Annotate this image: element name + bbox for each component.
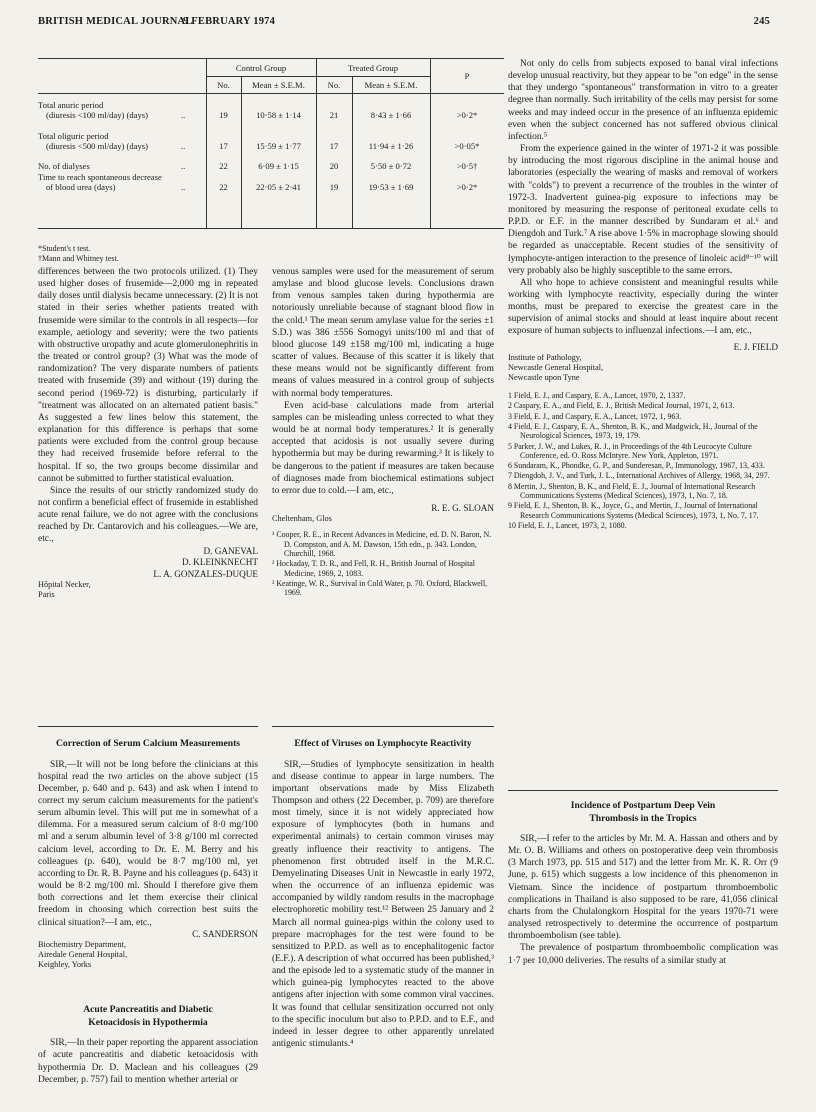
column-3-lower: [508, 800, 778, 967]
letter-title: Correction of Serum Calcium Measurements: [55, 738, 241, 749]
reference-list: [508, 391, 778, 530]
author-address: Newcastle General Hospital,: [508, 363, 604, 373]
cell: 19: [329, 182, 339, 192]
letter-paragraph: SIR,—It will not be long before the clinicians at this hospital read the two articles on the above subject (15 December, p. 640 and p. 643) and ask when I intend to correct my serum calcium measurements for the patient's serum albumin level. This will put me in somewhat of a dilemma. For a measured serum calcium of 8·0 mg/100 ml and a serum albumin level of 3·8 g/100 ml corrected calcium level, according to Dr. E. M. Berry and his colleagues (p. 640), would be 8·7 mg/100 ml, yet according to Dr. R. B. Payne and his colleagues (p. 643) it would be 8·2 mg/100 ml. Should I therefore give them both corrections and let them exercise their clinical freedom in choosing which correction best suits the clinical situation?—I am, etc.,: [38, 759, 258, 928]
letter-title: Ketoacidosis in Hypothermia: [88, 1016, 208, 1028]
letter-title: Acute Pancreatitis and Diabetic: [83, 1004, 213, 1016]
reference: 3 Field, E. J., and Caspary, E. A., Lancet, 1972, 1, 963.: [508, 411, 682, 421]
author-address: Biochemistry Department,: [38, 940, 127, 950]
cell: 17: [329, 141, 339, 151]
letter-paragraph: From the experience gained in the winter of 1971-2 it was possible by introducing the most rigorous discipline in the animal house and laboratories (especially the wearing of masks and removal of workers with "colds") to prevent a recurrence of the troubles in the winter of 1972-3. Inadvertent guinea-pig exposure to infections may be monitored by measuring the response of peritoneal exudate cells to P.P.D. or E.F. in the manner described by Sundaram et al.⁶ and Diengdoh and Turk.⁷ A rise above 1·5% in macrophage slowing should be regarded as unacceptable. Recent studies of the sensitivity of lymphocyte-antigen interaction to the presence of linoleic acid⁸⁻¹⁰ will very probably also be highly susceptible to the same errors.: [508, 144, 778, 276]
letter-paragraph: Since the results of our strictly randomized study do not confirm a beneficial effect of frusemide in established acute renal failure, we do not agree with the conclusions reached by Dr. Cantarovich and his colleagues.—We are, etc.,: [38, 485, 258, 545]
cell: >0·2*: [456, 182, 478, 192]
cell: 21: [329, 110, 339, 120]
reference: 7 Diengdoh, J. V., and Turk, J. L., International Archives of Allergy, 1968, 34, 297.: [508, 471, 770, 481]
author-address: Hôpital Necker,: [38, 580, 91, 590]
reference: 4 Field, E. J., Caspary, E. A., Shenton, B. K., and Madgwick, H., Journal of the Neurological Sciences, 1973, 19, 179.: [508, 421, 758, 441]
cell: >0·5†: [456, 161, 478, 171]
letter-title: Effect of Viruses on Lymphocyte Reactivity: [294, 738, 472, 749]
section-rule: [272, 726, 494, 727]
col-header: Mean ± S.E.M.: [252, 80, 305, 90]
reference: 2 Caspary, E. A., and Field, E. J., British Medical Journal, 1971, 2, 613.: [508, 401, 735, 411]
cell: 6·09 ± 1·15: [258, 161, 299, 171]
signature: D. KLEINKNECHT: [181, 557, 258, 568]
reference: ² Hockaday, T. D. R., and Fell, R. H., British Journal of Hospital Medicine, 1969, 2, 1083.: [272, 559, 475, 578]
reference: 9 Field, E. J., Shenton, B. K., Joyce, G., and Mertin, J., Journal of International Research Communications Systems (Medical Sciences), 1973, 1, No. 7, 17.: [508, 501, 759, 520]
signature: L. A. GONZALES-DUQUE: [153, 568, 258, 579]
reference: 10 Field, E. J., Lancet, 1973, 2, 1080.: [508, 520, 627, 530]
letter-title: Incidence of Postpartum Deep Vein: [570, 800, 716, 811]
table-note: *Student's t test.: [38, 244, 91, 253]
signature: D. GANEVAL: [203, 545, 258, 556]
cell: 19·53 ± 1·69: [368, 182, 414, 192]
author-address: Keighley, Yorks: [38, 960, 92, 970]
letter-paragraph: All who hope to achieve consistent and meaningful results while working with lymphocyte reactivity, especially during the winter months, must be prepared to exercise the greatest care in the supervision of animal stocks and should at least inquire about recent exposure of human subjects to influenzal infections.—I am, etc.,: [508, 277, 778, 337]
author-address: Cheltenham, Glos: [272, 514, 332, 524]
page-number: 245: [753, 16, 770, 27]
signature: E. J. FIELD: [733, 341, 778, 352]
col-header: No.: [327, 80, 341, 90]
column-2-lower: [272, 738, 494, 1050]
issue-date: 9 FEBRUARY 1974: [183, 16, 276, 27]
letter-paragraph: SIR,—Studies of lymphocyte sensitization in health and disease continue to appear in large numbers. The important observations made by Miss Elizabeth Thompson and others (22 December, p. 709) are therefore most timely, since it is not widely appreciated how exposure of lymphocytes (both in humans and experimental animals) to certain common viruses may greatly influence their reactivity to antigens. The phenomenon first obtruded itself in the M.R.C. Demyelinating Diseases Unit in Newcastle in early 1972, when the occurrence of an influenza epidemic was accompanied by wildly random results in the macrophage electrophoretic mobility test.¹² Between 25 January and 2 March all normal guinea-pigs within the colony used to prepare macrophages for the test were found to be sensitized to P.P.D. as well as to encephalitogenic factor (E.F.). A description of what occurred has been published,³ and the episode led to a systematic study of the manner in which guinea-pig lymphocytes reacted to the above antigens after injection with some common viral vaccines. It was found that cellular sensitization occurred not only to the specific inoculum but also to P.P.D. and to E.F., and indeed in lesser degree to other apparently unrelated antigenic stimulants.⁴: [272, 759, 494, 1050]
row-label: (diuresis <100 ml/day) (days): [46, 110, 148, 120]
row-label: No. of dialyses: [38, 161, 90, 171]
cell: 22·05 ± 2·41: [256, 182, 301, 192]
row-label: of blood urea (days): [46, 182, 116, 192]
reference: 1 Field, E. J., and Caspary, E. A., Lancet, 1970, 2, 1337.: [508, 391, 686, 401]
reference: 5 Parker, J. W., and Lukes, R. J., in Proceedings of the 4th Leucocyte Culture Conference, ed. O. Ross McIntyre. New York, Appleton, 1971.: [508, 441, 752, 460]
column-3: [508, 58, 778, 531]
letter-title: Thrombosis in the Tropics: [589, 812, 697, 824]
author-address: Newcastle upon Tyne: [508, 373, 580, 383]
cell: 8·43 ± 1·66: [370, 110, 412, 120]
col-header: No.: [217, 80, 230, 90]
letter-paragraph: differences between the two protocols utilized. (1) They used higher doses of frusemide—2,000 mg in repeated daily doses until dialysis became unnecessary. (2) It is not stated in their series whether patients treated with frusemide were similar to the controls in all respects—for example, aetiology and severity; were the two patients with obstructive uropathy and acute glomerulonephritis in the treated or control group? (3) What was the mode of randomization? The very disparate numbers of patients treated with frusemide (39) and without (19) during the second period (1969-72) is disturbing, particularly if "treatment was allocated on an alternated patient basis." As suggested a few lines below this statement, the explanation for this difference is perhaps that some patients were excluded from the control group because they had received frusemide before referral to the hospital. If so, the two groups become dissimilar and cannot be submitted to further statistical evaluation.: [38, 267, 258, 484]
journal-name: BRITISH MEDICAL JOURNAL: [38, 16, 193, 27]
reference-list: [272, 530, 494, 597]
author-address: Institute of Pathology,: [508, 353, 582, 363]
column-1-lower: [38, 738, 258, 1086]
author-address: Airedale General Hospital,: [38, 950, 128, 960]
signature: C. SANDERSON: [192, 928, 258, 939]
reference: ³ Keatinge, W. R., Survival in Cold Water, p. 70. Oxford, Blackwell, 1969.: [272, 578, 488, 598]
cell: 19: [219, 110, 228, 120]
signature: R. E. G. SLOAN: [431, 502, 494, 513]
row-label: (diuresis <500 ml/day) (days): [46, 141, 148, 151]
cell: 22: [219, 161, 228, 171]
letter-paragraph: The prevalence of postpartum thromboembolic complication was 1·7 per 10,000 deliveries. The results of a similar study at: [508, 943, 778, 966]
author-address: Paris: [38, 590, 55, 600]
letter-paragraph: SIR,—In their paper reporting the apparent association of acute pancreatitis and diabetic ketoacidosis with hypothermia Dr. D. Maclean and his colleagues (29 December, p. 757) fail to mention whether arterial or: [38, 1038, 258, 1085]
cell: 10·58 ± 1·14: [256, 110, 301, 120]
cell: 15·59 ± 1·77: [256, 141, 301, 151]
cell: 17: [219, 141, 228, 151]
cell: >0·2*: [456, 110, 478, 120]
row-label: Total oliguric period: [38, 131, 109, 141]
treated-group-header: Treated Group: [347, 63, 399, 73]
control-group-header: Control Group: [235, 63, 287, 73]
col-header: Mean ± S.E.M.: [364, 80, 418, 90]
p-header: P: [464, 71, 470, 81]
row-label: Time to reach spontaneous decrease: [38, 172, 162, 182]
section-rule: [38, 726, 258, 727]
cell: >0·05*: [454, 141, 480, 151]
cell: 5·50 ± 0·72: [370, 161, 412, 171]
reference: 8 Mertin, J., Shenton, B. K., and Field, E. J., Journal of International Research Communications Systems (Medical Sciences), 1973, 1, No. 7, 18.: [508, 481, 756, 501]
section-rule: [508, 790, 778, 791]
reference: ¹ Cooper, R. E., in Recent Advances in Medicine, ed. D. N. Baron, N. D. Compston, and A. M. Dawson, 15th edn., p. 343. London, Churchill, 1968.: [272, 530, 492, 559]
letter-paragraph: Not only do cells from subjects exposed to banal viral infections develop unusual reactivity, but they appear to be "on edge" in the sense that they undergo "spontaneous" transformation in vitro to a greater degree than normally. Such irritability of the cells may persist for some weeks and may indeed occur in the presence of an influenza epidemic even when the subject concerned has not suffered obvious clinical infection.⁵: [508, 59, 778, 142]
letter-paragraph: Even acid-base calculations made from arterial samples can be misleading unless corrected to what they would be at normal body temperatures.² It is generally accepted that acidosis is not usually severe during hypothermia but may be during rewarming.³ It is likely to be dangerous to the patient if measures are taken because of diagnoses made from biochemical estimations subject to error due to cold.—I am, etc.,: [272, 400, 494, 496]
row-label: Total anuric period: [38, 100, 104, 110]
table-note: †Mann and Whitney test.: [38, 254, 119, 263]
reference: 6 Sundaram, K., Phondke, G. P., and Sunderesan, P., Immunology, 1967, 13, 433.: [508, 461, 765, 471]
letter-paragraph: SIR,—I refer to the articles by Mr. M. A. Hassan and others and by Mr. O. B. Williams and others on postoperative deep vein thrombosis (3 March 1973, pp. 515 and 517) and the letter from Mr. K. R. Orr (9 June, p. 615) which suggests a low incidence of this phenomenon in Vietnam. Since the incidence of postpartum thromboembolic complications in Thailand is also supposed to be rare, 41,056 clinical charts from the Chulalongkorn Hospital for the years 1970-71 were analysed retrospectively to determine the occurrence of postpartum thromboembolism (see table).: [508, 834, 778, 942]
cell: 11·94 ± 1·26: [368, 141, 414, 151]
journal-page: BRITISH MEDICAL JOURNAL 9 FEBRUARY 1974 245 Control Group Treated Group P No. Mean ± S.E.M. No. Mean ± S.E.M. Total anuric period (diuresis <100 ml/day) (days) .. 19 10·58 ± 1·14 21 8·43 ± 1·66 >0·2* Total oliguric period (diuresis <500 ml/day) (days) .. 17 15·59 ± 1·77 17 11·94 ± 1·26 >0·05* No. of dialyses .. 22 6·09 ± 1·15 20 5·50 ± 0·72 >0·5† Time to reach spontaneous decrease of blood urea (days) .. 22 22·05 ± 2·41 19 19·53 ± 1·69 >0·2* *Student's t test. †Mann and Whitney test. differences between the two protocols utilized. (1) They used higher doses of frusemide—2,000 mg in repeated daily doses until dialysis became unnecessary. (2) It is not stated in their series whether patients treated with frusemide were similar to the controls in all respects—for example, aetiology and severity; were the two patients with obstructive uropathy and acute glomerulonephritis in the treated or control group? (3) What was the mode of randomization? The very disparate numbers of patients treated with frusemide (39) and without (19) during the second period (1969-72) is disturbing, particularly if "treatment was allocated on an alternated patient basis." As suggested a few lines below this statement, the explanation for this difference is perhaps that some patients were excluded from the control group because they had received frusemide before referral to the hospital. If so, the two groups become dissimilar and cannot be submitted to further statistical evaluation. Since the results of our strictly randomized study do not confirm a beneficial effect of frusemide in established acute renal failure, we do not agree with the conclusions reached by Dr. Cantarovich and his colleagues.—We are, etc., D. GANEVAL D. KLEINKNECHT L. A. GONZALES-DUQUE Hôpital Necker, Paris Correction of Serum Calcium Measurements SIR,—It will not be long before the clinicians at this hospital read the two articles on the above subject (15 December, p. 640 and p. 643) and ask when I intend to correct my serum calcium measurements for the patient's serum albumin level. This will put me in somewhat of a dilemma. For a measured serum calcium of 8·0 mg/100 ml and a serum albumin level of 3·8 g/100 ml corrected calcium level, according to Dr. E. M. Berry and his colleagues (p. 640), would be 8·7 mg/100 ml, yet according to Dr. R. B. Payne and his colleagues (p. 643) it would be 8·2 mg/100 ml. Should I therefore give them both corrections and let them exercise their clinical freedom in choosing which correction best suits the clinical situation?—I am, etc., C. SANDERSON Biochemistry Department, Airedale General Hospital, Keighley, Yorks Acute Pancreatitis and Diabetic Ketoacidosis in Hypothermia SIR,—In their paper reporting the apparent association of acute pancreatitis and diabetic ketoacidosis with hypothermia Dr. D. Maclean and his colleagues (29 December, p. 757) fail to mention whether arterial or venous samples were used for the measurement of serum amylase and blood glucose levels. Conclusions drawn from venous samples taken during hypothermia are notoriously unreliable because of stagnant blood flow in the cold.¹ The mean serum amylase value for the series ±1 S.D.) was 386 ±556 Somogyi units/100 ml and that of blood glucose 149 ±158 mg/100 ml, indicating a huge scatter of values. Because of this scatter it is likely that these means would not be significantly different from means of values measured in a control group of subjects with normal body temperatures. Even acid-base calculations made from arterial samples can be misleading unless corrected to what they would be at normal body temperatures.² It is generally accepted that acidosis is not usually severe during hypothermia but may be during rewarming.³ It is likely to be dangerous to the patient if measures are taken because of diagnoses made from biochemical estimations subject to error due to cold.—I am, etc., R. E. G. SLOAN Cheltenham, Glos ¹ Cooper, R. E., in Recent Advances in Medicine, ed. D. N. Baron, N. D. Compston, and A. M. Dawson, 15th edn., p. 343. London, Churchill, 1968. ² Hockaday, T. D. R., and Fell, R. H., British Journal of Hospital Medicine, 1969, 2, 1083. ³ Keatinge, W. R., Survival in Cold Water, p. 70. Oxford, Blackwell, 1969. Effect of Viruses on Lymphocyte Reactivity SIR,—Studies of lymphocyte sensitization in health and disease continue to appear in large numbers. The important observations made by Miss Elizabeth Thompson and others (22 December, p. 709) are therefore most timely, since it is not widely appreciated how exposure of lymphocytes (both in humans and experimental animals) to certain common viruses may greatly influence their reactivity to antigens. The phenomenon first obtruded itself in the M.R.C. Demyelinating Diseases Unit in Newcastle in early 1972, when the occurrence of an influenza epidemic was accompanied by wildly random results in the macrophage electrophoretic mobility test.¹² Between 25 January and 2 March all normal guinea-pigs within the colony used to prepare macrophages for the test were found to be sensitized to P.P.D. as well as to encephalitogenic factor (E.F.). A description of what occurred has been published,³ and the episode led to a systematic study of the manner in which guinea-pig lymphocytes reacted to the above antigens after injection with some common viral vaccines. It was found that cellular sensitization occurred not only to the specific inoculum but also to P.P.D. and to E.F., and indeed in lesser degree to other apparently unrelated antigenic stimulants.⁴ Not only do cells from subjects exposed to banal viral infections develop unusual reactivity, but they appear to be "on edge" in the sense that they undergo "spontaneous" transformation in vitro to a greater degree than normally. Such irritability of the cells may persist for some weeks and may indeed occur in the presence of an influenza epidemic even when the subject concerned has not suffered obvious clinical infection.⁵ From the experience gained in the winter of 1971-2 it was possible by introducing the most rigorous discipline in the animal house and laboratories (especially the wearing of masks and removal of workers with "colds") to prevent a recurrence of the troubles in the winter of 1972-3. Inadvertent guinea-pig exposure to infections may be monitored by measuring the response of peritoneal exudate cells to P.P.D. or E.F. in the manner described by Sundaram et al.⁶ and Diengdoh and Turk.⁷ A rise above 1·5% in macrophage slowing should be regarded as unacceptable. Recent studies of the sensitivity of lymphocyte-antigen interaction to the presence of linoleic acid⁸⁻¹⁰ will very probably also be highly susceptible to the same errors. All who hope to achieve consistent and meaningful results while working with lymphocyte reactivity, especially during the winter months, must be prepared to exercise the greatest care in the supervision of animal stocks and should at least inquire about recent exposure of human subjects to influenzal infections.—I am, etc., E. J. FIELD Institute of Pathology, Newcastle General Hospital, Newcastle upon Tyne 1 Field, E. J., and Caspary, E. A., Lancet, 1970, 2, 1337. 2 Caspary, E. A., and Field, E. J., British Medical Journal, 1971, 2, 613. 3 Field, E. J., and Caspary, E. A., Lancet, 1972, 1, 963. 4 Field, E. J., Caspary, E. A., Shenton, B. K., and Madgwick, H., Journal of the Neurological Sciences, 1973, 19, 179. 5 Parker, J. W., and Lukes, R. J., in Proceedings of the 4th Leucocyte Culture Conference, ed. O. Ross McIntyre. New York, Appleton, 1971. 6 Sundaram, K., Phondke, G. P., and Sunderesan, P., Immunology, 1967, 13, 433. 7 Diengdoh, J. V., and Turk, J. L., International Archives of Allergy, 1968, 34, 297. 8 Mertin, J., Shenton, B. K., and Field, E. J., Journal of International Research Communications Systems (Medical Sciences), 1973, 1, No. 7, 18. 9 Field, E. J., Shenton, B. K., Joyce, G., and Mertin, J., Journal of International Research Communications Systems (Medical Sciences), 1973, 1, No. 7, 17. 10 Field, E. J., Lancet, 1973, 2, 1080. Incidence of Postpartum Deep Vein Thrombosis in the Tropics SIR,—I refer to the articles by Mr. M. A. Hassan and others and by Mr. O. B. Williams and others on postoperative deep vein thrombosis (3 March 1973, pp. 515 and 517) and the letter from Mr. K. R. Orr (9 June, p. 615) which suggests a low incidence of this phenomenon in Vietnam. Since the incidence of postpartum thromboembolic complications in Thailand is also supposed to be rare, 41,056 clinical charts from the Chulalongkorn Hospital for the years 1970-71 were analysed retrospectively to determine the occurrence of postpartum thromboembolism (see table). The prevalence of postpartum thromboembolic complication was 1·7 per 10,000 deliveries. The results of a similar study at: [38, 16, 778, 1085]
letter-paragraph: venous samples were used for the measurement of serum amylase and blood glucose levels. Conclusions drawn from venous samples taken during hypothermia are notoriously unreliable because of stagnant blood flow in the cold.¹ The mean serum amylase value for the series ±1 S.D.) was 386 ±556 Somogyi units/100 ml and that of blood glucose 149 ±158 mg/100 ml, indicating a huge scatter of values. Because of this scatter it is likely that these means would not be significantly different from means of values measured in a control group of subjects with normal body temperatures.: [272, 267, 494, 399]
column-1: [38, 266, 258, 600]
cell: 22: [219, 182, 228, 192]
column-2: [272, 266, 494, 599]
cell: 20: [329, 161, 339, 171]
table-notes: [38, 244, 119, 264]
